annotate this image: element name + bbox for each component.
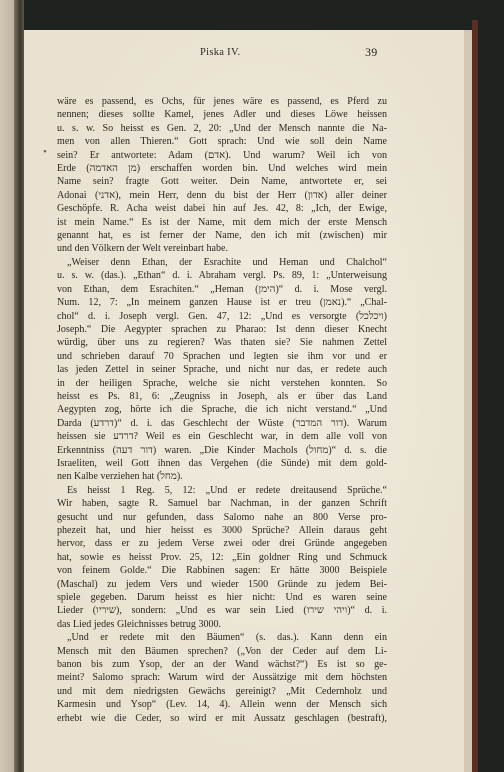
text-line: spiele gegeben. Darum heisst es hier nicht: Und es waren seine xyxy=(57,592,387,604)
text-line: erhebt wie die Ceder, so wird er mit Aussatz geschlagen (bestraft), xyxy=(57,712,387,724)
text-line: phezeit hat, und hier heisst es 3000 Sprüche? Allein daraus geht xyxy=(57,525,387,536)
text-line: Geschöpfe. R. Acha weist dabei hin auf Jes. 42, 8: „Ich, der Ewige, xyxy=(57,203,387,215)
text-line: u. s. w. So heisst es Gen. 2, 20: „Und der Mensch nannte die Na- xyxy=(57,122,387,134)
body-text xyxy=(57,95,387,725)
book-gutter xyxy=(14,0,24,772)
text-line: men von allen Thieren.“ Gott sprach: Und wie soll dein Name xyxy=(57,136,387,148)
page-stack-edge xyxy=(464,30,472,772)
book-cover-edge xyxy=(472,20,478,772)
text-line: Karmesin und Ysop“ (Lev. 14, 4). Allein wenn der Mensch sich xyxy=(57,699,387,711)
text-line: heisst es Ps. 81, 6: „Zeugniss in Joseph, als er über das Land xyxy=(57,390,387,402)
text-line: gesucht und nur gefunden, dass Salomo nahe an 800 Verse pro- xyxy=(57,511,387,523)
text-line: Joseph.“ Die Aegypter sprachen zu Pharao: Ist denn dieser Knecht xyxy=(57,323,387,335)
text-line: und den Völkern der Welt vereinbart habe. xyxy=(57,243,228,255)
text-line: Darda (דרדע)“ d. i. das Geschlecht der Wüste (דור המדבר). Warum xyxy=(57,417,387,429)
text-line: Wir haben, sagte R. Samuel bar Nachman, in der ganzen Schrift xyxy=(57,498,387,510)
text-line: in der heiligen Sprache, welche sie nicht verstehen konnten. So xyxy=(57,377,387,389)
text-line: Erkenntniss (דור דעה) waren. „Die Kinder Machols (מחול)“ d. s. die xyxy=(57,444,387,456)
text-line: und mit dem niedrigsten Gewächs gereinigt? „Mit Cedernholz und xyxy=(57,685,387,697)
margin-mark: • xyxy=(43,146,47,158)
text-line: das Lied jedes Gleichnisses betrug 3000. xyxy=(57,618,222,630)
text-line: „Weiser denn Ethan, der Esrachite und Heman und Chalchol“ xyxy=(67,256,387,268)
text-line: hervor, dass er zu jedem Verse zwei oder drei Gründe angegeben xyxy=(57,538,387,550)
text-line: Adonai (אדני), mein Herr, denn du bist der Herr (אדון) aller deiner xyxy=(57,189,387,201)
text-line: genannt hat, es ist ferner der Name, den ich mit (zwischen) mir xyxy=(57,230,387,242)
text-line: Aegypten zog, hörte ich die Sprache, die ich nicht verstand.“ „Und xyxy=(57,404,387,416)
text-line: nennen; dieses sollte Kamel, jenes Adler und dieses Löwe heissen xyxy=(57,109,387,121)
text-line: Erde (מן האדמה) erschaffen worden bin. Und welches wird mein xyxy=(57,163,388,175)
text-line: u. s. w. (das.). „Ethan“ d. i. Abraham vergl. Ps. 89, 1: „Unterweisung xyxy=(57,270,387,282)
text-line: von Ethan, dem Esrachiten.“ „Heman (הימן)“ d. i. Mose vergl. xyxy=(57,283,387,295)
text-line: (Maschal) zu jedem Vers und wieder 1500 Gründe zu jedem Bei- xyxy=(57,578,387,590)
page-number: 39 xyxy=(365,45,378,59)
facing-page-edge xyxy=(0,0,14,772)
text-line: Lieder (שיריו), sondern: „Und es war sein Lied (ויהי שירו)“ d. i. xyxy=(57,605,388,617)
text-line: heissen sie דרדע? Weil es ein Geschlecht war, in dem alle voll von xyxy=(57,431,387,443)
text-line: sein? Er antwortete: Adam (אדם). Und warum? Weil ich von xyxy=(57,149,387,161)
text-line: und schrieben darauf 70 Sprachen und legten sie ihm vor und er xyxy=(57,350,387,362)
text-line: nen Kalbe verziehen hat (מחל). xyxy=(57,471,183,483)
text-line: von feinem Golde.“ Die Rabbinen sagen: Er hätte 3000 Beispiele xyxy=(57,565,387,577)
text-line: hat, sowie es heisst Prov. 25, 12: „Ein goldner Ring und Schmuck xyxy=(57,551,387,563)
text-line: „Und er redete mit den Bäumen“ (s. das.). Kann denn ein xyxy=(67,632,387,644)
text-line: Es heisst 1 Reg. 5, 12: „Und er redete dreitausend Sprüche.“ xyxy=(67,484,387,496)
text-line: las jeden Zettel in seiner Sprache, und nicht nur das, er redete auch xyxy=(57,364,387,376)
text-line: ist mein Name.“ Es ist der Name, mit dem mich der erste Mensch xyxy=(57,216,387,228)
text-line: würdig, über uns zu regieren? Was thaten sie? Sie nahmen Zettel xyxy=(57,337,387,349)
text-line: Israeliten, weil Gott ihnen das Vergehen (die Sünde) mit dem gold- xyxy=(57,457,387,469)
text-line: wäre es passend, es Ochs, für jenes wäre es passend, es Pferd zu xyxy=(57,96,387,107)
text-line: banon bis zum Ysop, der an der Wand wächst?“) Es ist so ge- xyxy=(57,659,387,671)
text-line: chol“ d. i. Joseph vergl. Gen. 47, 12: „Und es versorgte (ויכלכל) xyxy=(57,310,387,322)
running-title: Piska IV. xyxy=(200,47,241,58)
text-line: Name sein? fragte Gott weiter. Dein Name, antwortete er, sei xyxy=(57,176,387,188)
text-line: Mensch mit den Bäumen sprechen? („Von der Ceder auf dem Li- xyxy=(57,645,387,657)
text-line: Num. 12, 7: „In meinem ganzen Hause ist er treu (נאמן).“ „Chal- xyxy=(57,297,388,309)
text-line: meint? Salomo sprach: Warum wird der Aussätzige mit dem höchsten xyxy=(57,672,387,684)
